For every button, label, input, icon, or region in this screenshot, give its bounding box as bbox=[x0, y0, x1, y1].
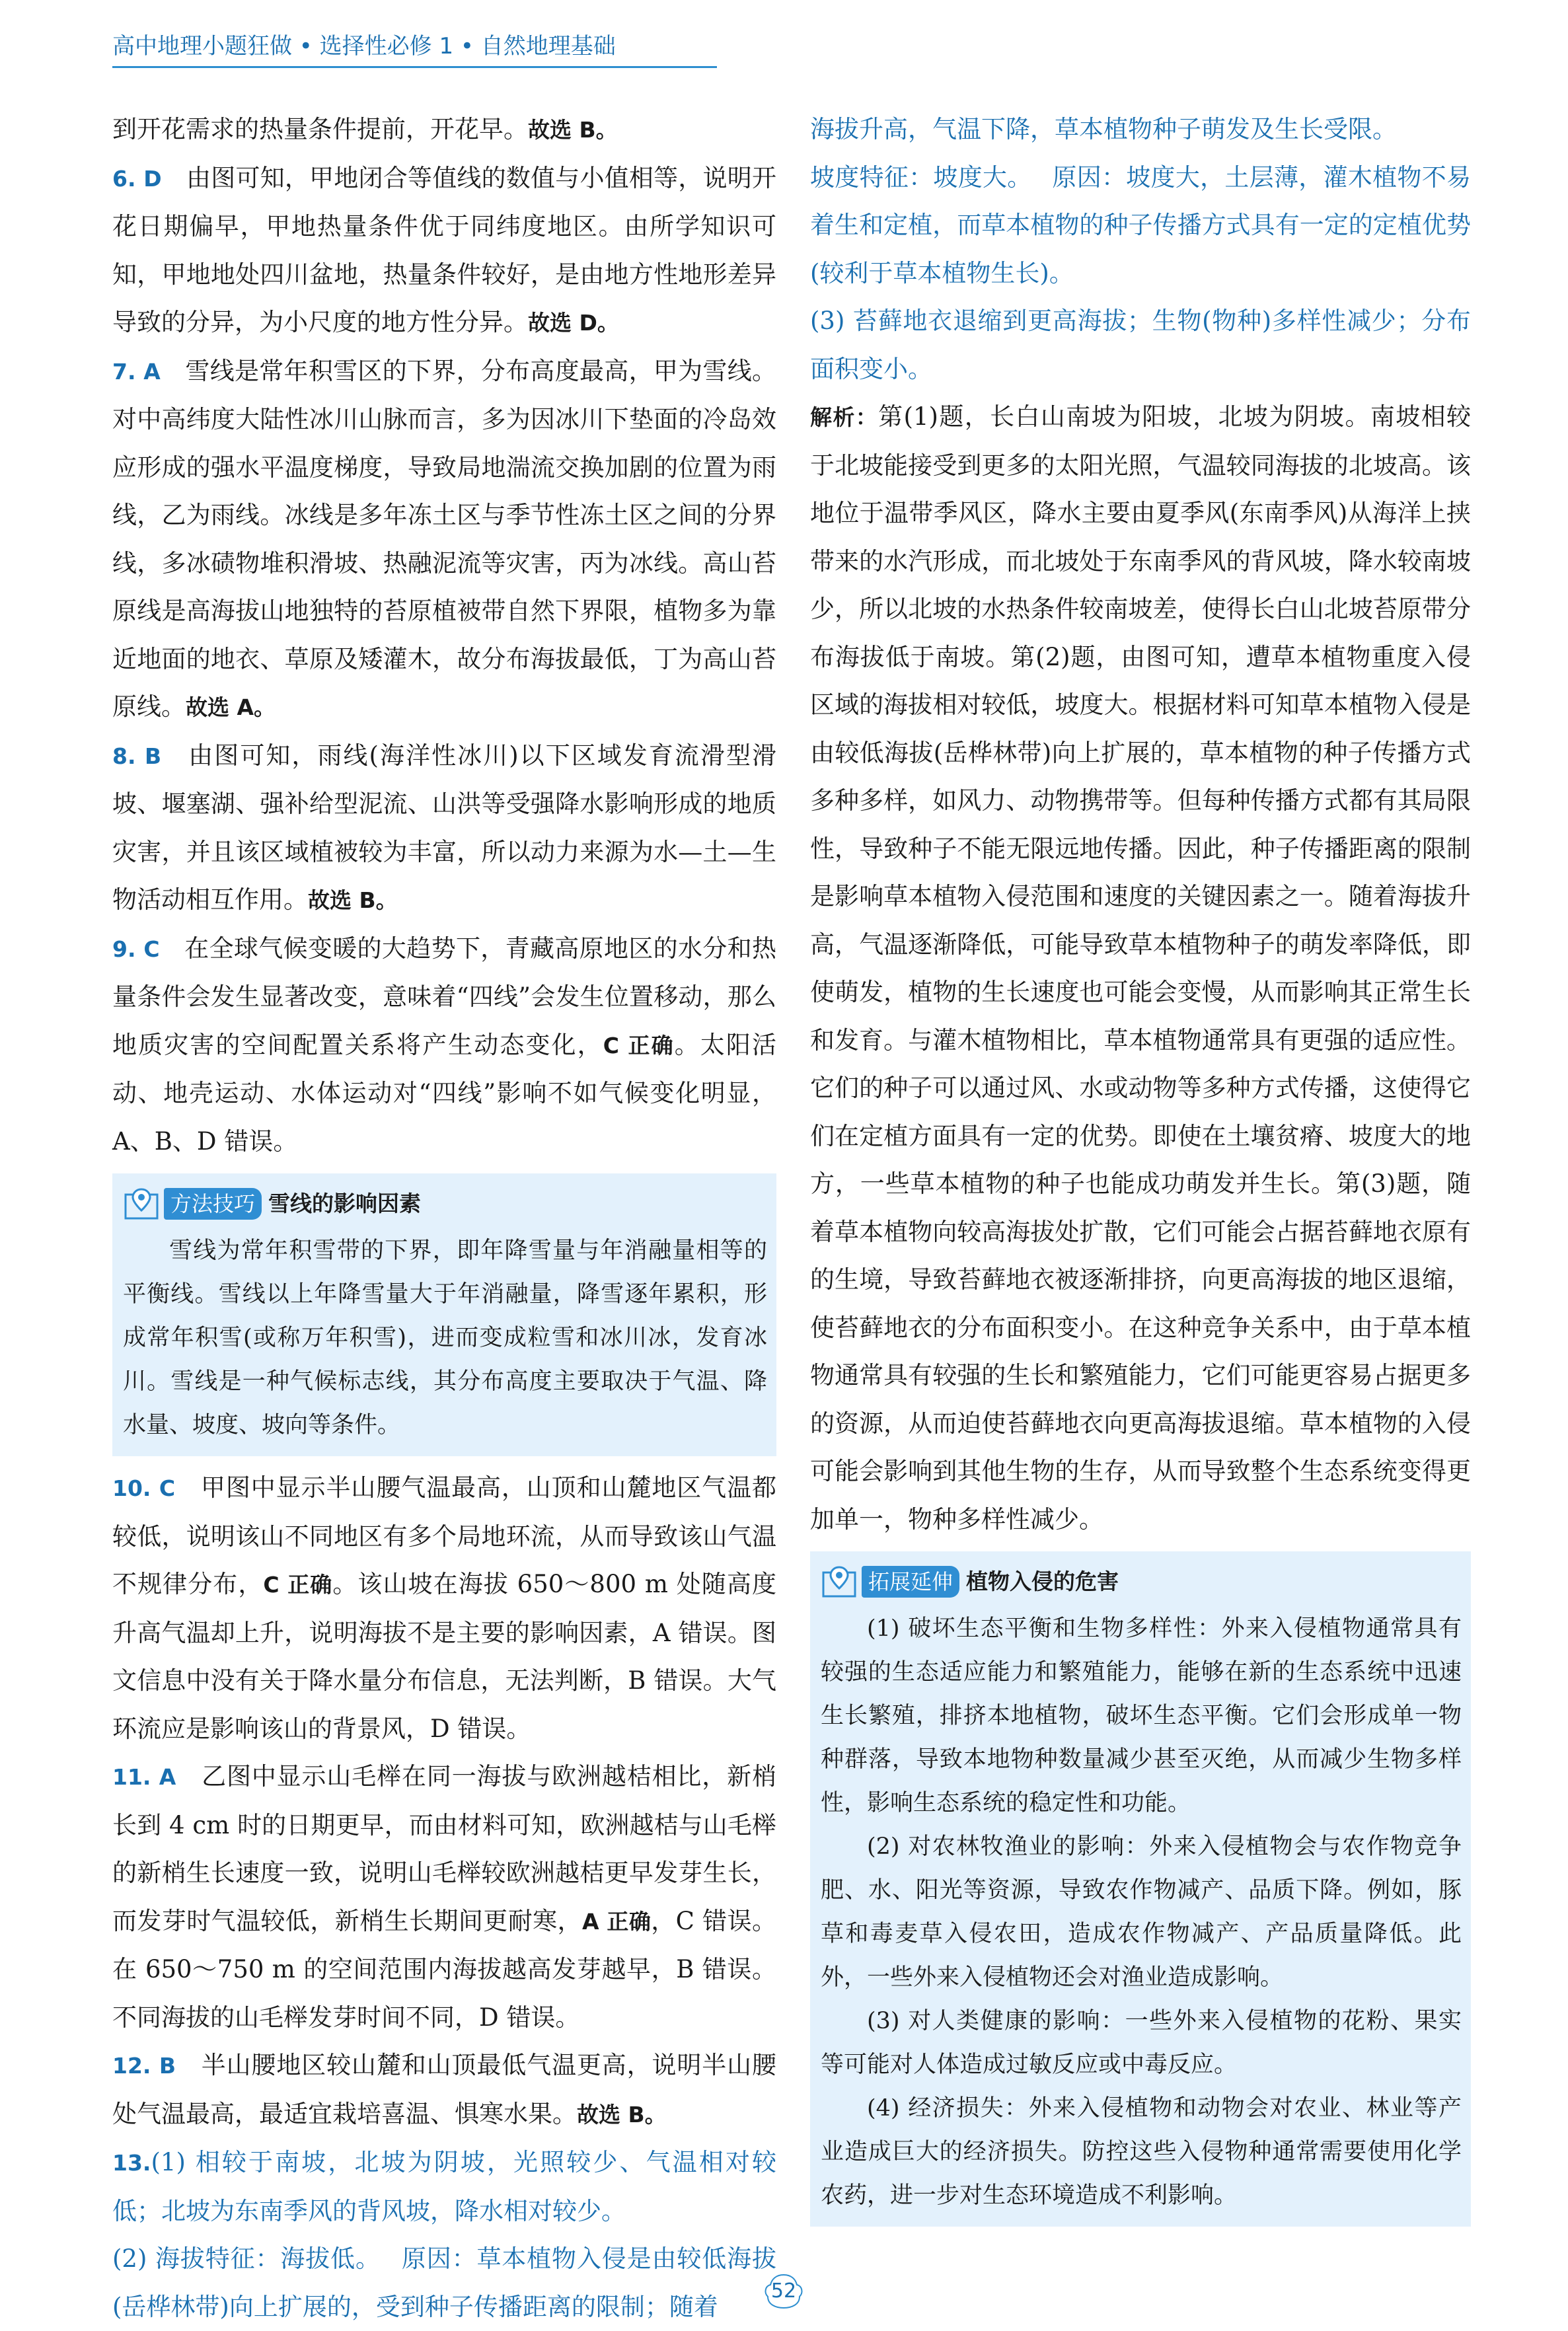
analysis bbox=[810, 393, 1471, 1543]
book-title: 高中地理小题狂做 • 选择性必修 1 • 自然地理基础 bbox=[112, 33, 616, 59]
answer-key: A 正确 bbox=[581, 1908, 652, 1935]
question-number: 8. B bbox=[112, 743, 162, 769]
answer-7 bbox=[112, 348, 776, 732]
answer-conclusion: 故选 B。 bbox=[528, 117, 618, 143]
answer-5-cont bbox=[112, 106, 776, 155]
left-column bbox=[112, 106, 776, 2331]
answer-key: C 正确 bbox=[603, 1032, 675, 1058]
answer-13-part3: (3) 苔藓地衣退缩到更高海拔；生物(物种)多样性减少；分布面积变小。 bbox=[810, 307, 1471, 383]
box-paragraph: (2) 对农林牧渔业的影响：外来入侵植物会与农作物竞争肥、水、阳光等资源，导致农作物减产、品质下降。例如，豚草和毒麦草入侵农田，造成农作物减产、产品质量降低。此外，一些外来入侵植物还会对渔业造成影响。 bbox=[821, 1833, 1462, 1991]
extension-box bbox=[810, 1551, 1471, 2227]
question-number: 9. C bbox=[112, 936, 160, 962]
answer-text: 雪线是常年积雪区的下界，分布高度最高，甲为雪线。对中高纬度大陆性冰川山脉而言，多为因冰川下垫面的冷岛效应形成的强水平温度梯度，导致局地湍流交换加剧的位置为雨线，乙为雨线。冰线是多年冻土区与季节性冻土区之间的分界线，多冰碛物堆积滑坡、热融泥流等灾害，丙为冰线。高山苔原线是高海拔山地独特的苔原植被带自然下界限，植物多为靠近地面的地衣、草原及矮灌木，故分布海拔最低，丁为高山苔原线。 bbox=[112, 356, 777, 721]
answer-text: 甲图中显示半山腰气温最高，山顶和山麓地区气温都较低，说明该山不同地区有多个局地环流，从而导致该山气温不规律分布， bbox=[112, 1473, 777, 1598]
question-number: 7. A bbox=[112, 358, 161, 385]
box-tag: 方法技巧 bbox=[164, 1188, 262, 1220]
answer-text: 。太阳活动、地壳运动、水体运动对“四线”影响不如气候变化明显，A、B、D 错误。 bbox=[112, 1030, 776, 1156]
answer-9 bbox=[112, 925, 776, 1166]
answer-10 bbox=[112, 1464, 776, 1753]
box-paragraph: (1) 破坏生态平衡和生物多样性：外来入侵植物通常具有较强的生态适应能力和繁殖能力，能够在新的生态系统中迅速生长繁殖，排挤本地植物，破坏生态平衡。它们会形成单一物种群落，导致本地物种数量减少甚至灭绝，从而减少生物多样性，影响生态系统的稳定性和功能。 bbox=[821, 1615, 1462, 1816]
map-pin-icon bbox=[123, 1185, 160, 1222]
box-tag: 拓展延伸 bbox=[862, 1566, 959, 1598]
answer-text: 由图可知，雨线(海洋性冰川)以下区域发育流滑型滑坡、堰塞湖、强补给型泥流、山洪等受强降水影响形成的地质灾害，并且该区域植被较为丰富，所以动力来源为水—土—生物活动相互作用。 bbox=[112, 741, 777, 914]
question-number: 6. D bbox=[112, 165, 162, 192]
answer-key: C 正确 bbox=[263, 1572, 333, 1598]
answer-13-part1 bbox=[112, 2139, 776, 2235]
answer-conclusion: 故选 A。 bbox=[186, 694, 276, 720]
box-header bbox=[123, 1183, 767, 1225]
answer-text: (1) 相较于南坡，北坡为阴坡，光照较少、气温相对较低；北坡为东南季风的背风坡，降水相对较少。 bbox=[112, 2148, 776, 2225]
box-title: 雪线的影响因素 bbox=[268, 1190, 422, 1216]
answer-13-cont: 海拔升高，气温下降，草本植物种子萌发及生长受限。 bbox=[810, 115, 1397, 143]
page-number bbox=[763, 2273, 805, 2310]
analysis-text: 第(1)题，长白山南坡为阳坡，北坡为阴坡。南坡相较于北坡能接受到更多的太阳光照，气温较同海拔的北坡高。该地位于温带季风区，降水主要由夏季风(东南季风)从海洋上挟带来的水汽形成，而北坡处于东南季风的背风坡，降水较南坡少，所以北坡的水热条件较南坡差，使得长白山北坡苔原带分布海拔低于南坡。第(2)题，由图可知，遭草本植物重度入侵区域的海拔相对较低，坡度大。根据材料可知草本植物入侵是由较低海拔(岳桦林带)向上扩展的，草本植物的种子传播方式多种多样，如风力、动物携带等。但每种传播方式都有其局限性，导致种子不能无限远地传播。因此，种子传播距离的限制是影响草本植物入侵范围和速度的关键因素之一。随着海拔升高，气温逐渐降低，可能导致草本植物种子的萌发率降低，即使萌发，植物的生长速度也可能会变慢，从而影响其正常生长和发育。与灌木植物相比，草本植物通常具有更强的适应性。它们的种子可以通过风、水或动物等多种方式传播，这使得它们在定植方面具有一定的优势。即使在土壤贫瘠、坡度大的地方，一些草本植物的种子也能成功萌发并生长。第(3)题，随着草本植物向较高海拔处扩散，它们可能会占据苔藓地衣原有的生境，导致苔藓地衣被逐渐排挤，向更高海拔的地区退缩，使苔藓地衣的分布面积变小。在这种竞争关系中，由于草本植物通常具有较强的生长和繁殖能力，它们可能更容易占据更多的资源，从而迫使苔藓地衣向更高海拔退缩。草本植物的入侵可能会影响到其他生物的生存，从而导致整个生态系统变得更加单一，物种多样性减少。 bbox=[810, 402, 1471, 1534]
question-number: 12. B bbox=[112, 2053, 176, 2079]
answer-6 bbox=[112, 155, 776, 348]
page-number-text: 52 bbox=[770, 2279, 797, 2303]
answer-conclusion: 故选 B。 bbox=[577, 2101, 667, 2128]
header-rule bbox=[112, 66, 717, 68]
answer-text: ，C 错误。在 650～750 m 的空间范围内海拔越高发芽越早，B 错误。不同海拔的山毛榉发芽时间不同，D 错误。 bbox=[112, 1906, 777, 2032]
answer-conclusion: 故选 D。 bbox=[528, 310, 619, 336]
answer-text: 乙图中显示山毛榉在同一海拔与欧洲越桔相比，新梢长到 4 cm 时的日期更早，而由材料可知，欧洲越桔与山毛榉的新梢生长速度一致，说明山毛榉较欧洲越桔更早发芽生长，而发芽时气温较低，新梢生长期间更耐寒， bbox=[112, 1762, 777, 1935]
box-paragraph: 雪线为常年积雪带的下界，即年降雪量与年消融量相等的平衡线。雪线以上年降雪量大于年消融量，降雪逐年累积，形成常年积雪(或称万年积雪)，进而变成粒雪和冰川冰，发育冰川。雪线是一种气候标志线，其分布高度主要取决于气温、降水量、坡度、坡向等条件。 bbox=[123, 1238, 767, 1438]
answer-text: 半山腰地区较山麓和山顶最低气温更高，说明半山腰处气温最高，最适宜栽培喜温、惧寒水果。 bbox=[112, 2051, 777, 2128]
box-paragraph: (3) 对人类健康的影响：一些外来入侵植物的花粉、果实等可能对人体造成过敏反应或中毒反应。 bbox=[821, 2008, 1462, 2078]
box-body bbox=[821, 1607, 1462, 2217]
answer-text: 。该山坡在海拔 650～800 m 处随高度升高气温却上升，说明海拔不是主要的影响因素，A 错误。图文信息中没有关于降水量分布信息，无法判断，B 错误。大气环流应是影响该山的背景风，D 错误。 bbox=[112, 1570, 776, 1743]
map-pin-icon bbox=[821, 1563, 858, 1600]
box-title: 植物入侵的危害 bbox=[966, 1568, 1119, 1594]
answer-text: 到开花需求的热量条件提前，开花早。 bbox=[112, 115, 528, 143]
answer-conclusion: 故选 B。 bbox=[308, 887, 398, 913]
answer-8 bbox=[112, 732, 776, 925]
answer-11 bbox=[112, 1753, 776, 2042]
analysis-label: 解析： bbox=[810, 404, 879, 430]
right-column bbox=[810, 106, 1471, 2235]
question-number: 10. C bbox=[112, 1475, 176, 1501]
box-header bbox=[821, 1561, 1462, 1603]
answer-text: 由图可知，甲地闭合等值线的数值与小值相等，说明开花日期偏早，甲地热量条件优于同纬度地区。由所学知识可知，甲地地处四川盆地，热量条件较好，是由地方性地形差异导致的分异，为小尺度的地方性分异。 bbox=[112, 163, 777, 336]
answer-13-part2 bbox=[112, 2235, 776, 2331]
question-number: 13. bbox=[112, 2150, 151, 2176]
question-number: 11. A bbox=[112, 1764, 176, 1790]
answer-13-slope: 坡度特征：坡度大。 原因：坡度大，土层薄，灌木植物不易着生和定植，而草本植物的种子传播方式具有一定的定植优势(较利于草本植物生长)。 bbox=[810, 163, 1471, 287]
method-tip-box bbox=[112, 1173, 776, 1456]
answer-text: 在全球气候变暖的大趋势下，青藏高原地区的水分和热量条件会发生显著改变，意味着“四线”会发生位置移动，那么地质灾害的空间配置关系将产生动态变化， bbox=[112, 934, 777, 1059]
answer-12 bbox=[112, 2042, 776, 2139]
running-header bbox=[112, 28, 717, 68]
box-body bbox=[123, 1229, 767, 1447]
box-paragraph: (4) 经济损失：外来入侵植物和动物会对农业、林业等产业造成巨大的经济损失。防控这些入侵物种通常需要使用化学农药，进一步对生态环境造成不利影响。 bbox=[821, 2095, 1462, 2209]
answer-text: (2) 海拔特征：海拔低。 原因：草本植物入侵是由较低海拔(岳桦林带)向上扩展的，受到种子传播距离的限制；随着 bbox=[112, 2244, 776, 2321]
